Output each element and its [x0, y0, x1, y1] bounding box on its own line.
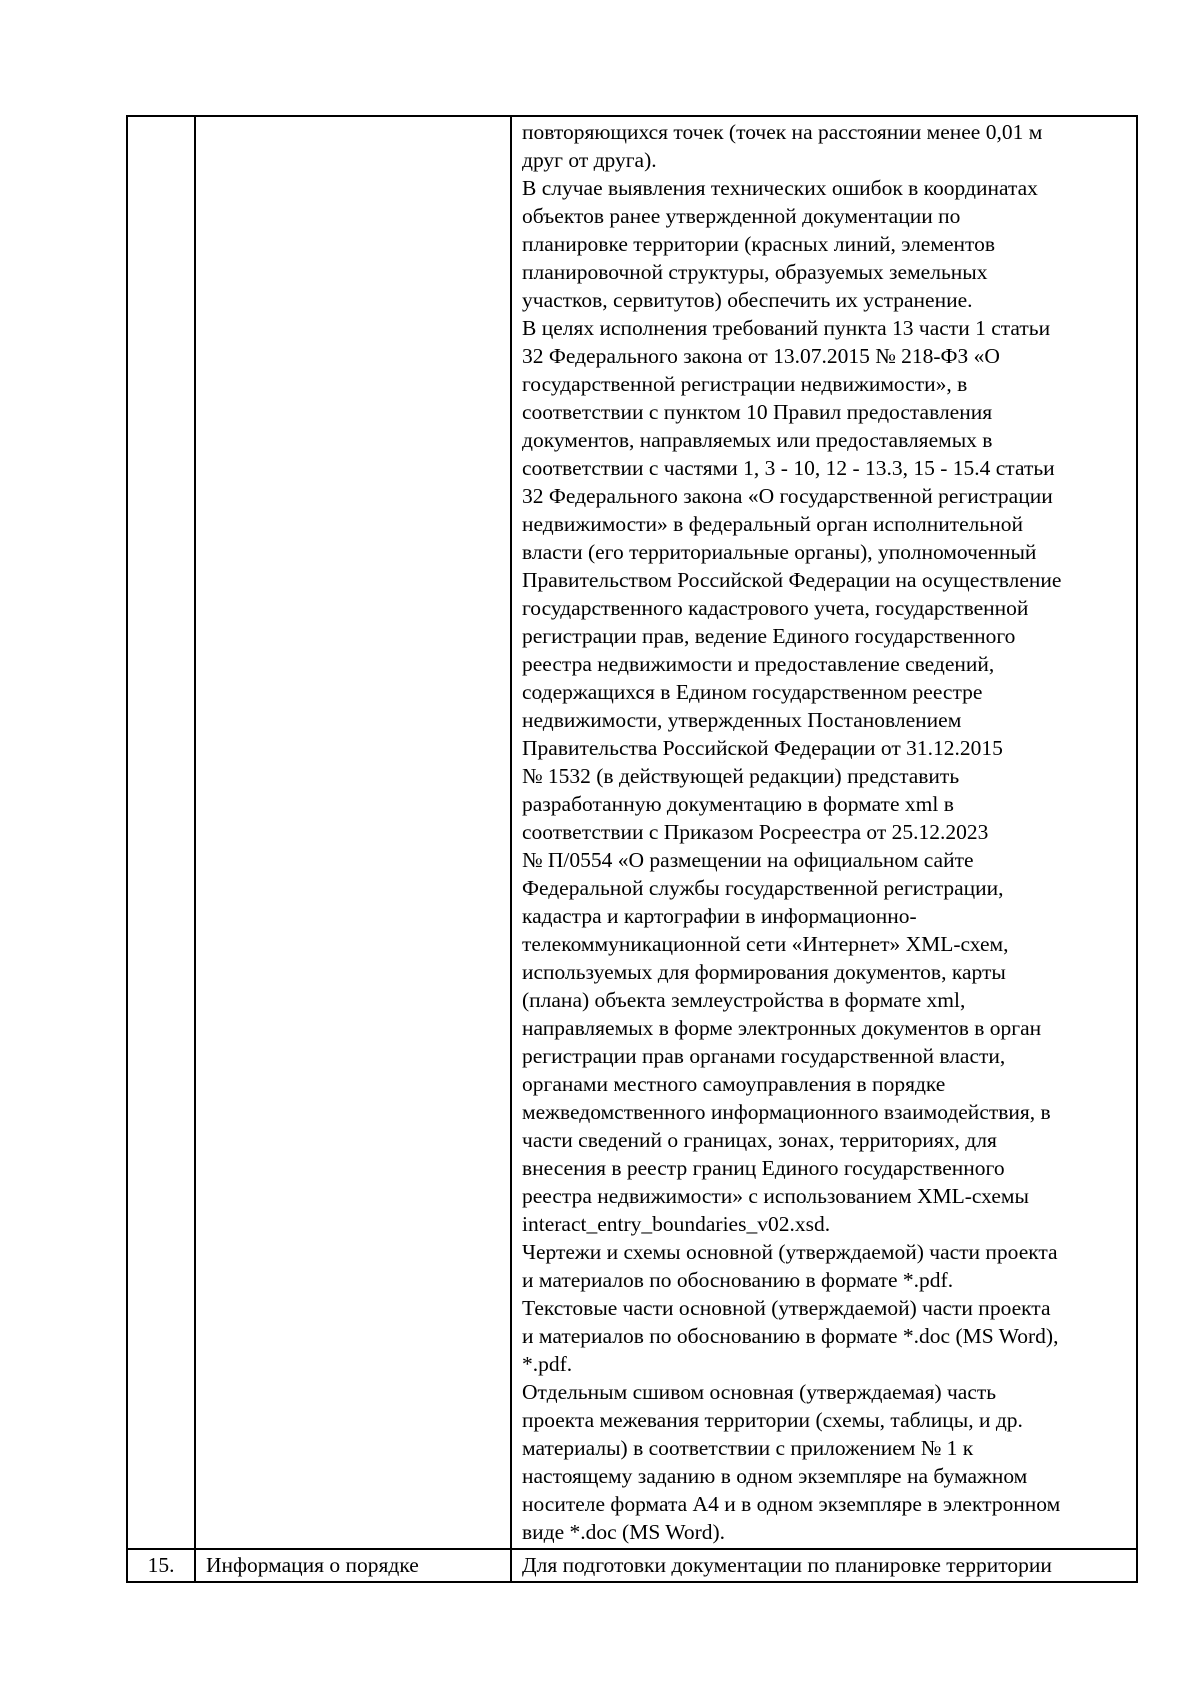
text-line: соответствии с Приказом Росреестра от 25.12.2023 — [522, 820, 989, 844]
text-line: содержащихся в Едином государственном реестре — [522, 680, 983, 704]
text-line: недвижимости, утвержденных Постановлением — [522, 708, 962, 732]
text-line: части сведений о границах, зонах, территориях, для — [522, 1128, 997, 1152]
text-line: № П/0554 «О размещении на официальном сайте — [522, 848, 974, 872]
row-number-cell — [127, 116, 195, 1549]
text-line: 32 Федерального закона «О государственной регистрации — [522, 484, 1053, 508]
text-line: повторяющихся точек (точек на расстоянии менее 0,01 м — [522, 120, 1043, 144]
text-line: Правительством Российской Федерации на осуществление — [522, 568, 1062, 592]
text-line: Федеральной службы государственной регистрации, — [522, 876, 1004, 900]
text-line: межведомственного информационного взаимодействия, в — [522, 1100, 1051, 1124]
text-line: реестра недвижимости» с использованием XML-схемы — [522, 1184, 1029, 1208]
text-line: друг от друга). — [522, 148, 657, 172]
text-line: Чертежи и схемы основной (утверждаемой) части проекта — [522, 1240, 1058, 1264]
text-line: регистрации прав органами государственной власти, — [522, 1044, 1006, 1068]
text-line: власти (его территориальные органы), уполномоченный — [522, 540, 1037, 564]
text-line: Отдельным сшивом основная (утверждаемая) часть — [522, 1380, 997, 1404]
text-line: регистрации прав, ведение Единого государственного — [522, 624, 1016, 648]
text-line: объектов ранее утвержденной документации по — [522, 204, 961, 228]
text-line: телекоммуникационной сети «Интернет» XML-схем, — [522, 932, 1009, 956]
text-line: внесения в реестр границ Единого государственного — [522, 1156, 1005, 1180]
text-line: Текстовые части основной (утверждаемой) части проекта — [522, 1296, 1051, 1320]
text-line: материалы) в соответствии с приложением № 1 к — [522, 1436, 974, 1460]
text-line: соответствии с частями 1, 3 - 10, 12 - 13.3, 15 - 15.4 статьи — [522, 456, 1055, 480]
text-line: планировочной структуры, образуемых земельных — [522, 260, 988, 284]
text-line: и материалов по обоснованию в формате *.doc (MS Word), — [522, 1324, 1059, 1348]
row-number-cell — [127, 1549, 195, 1582]
text-line: реестра недвижимости и предоставление сведений, — [522, 652, 995, 676]
row-number — [128, 117, 194, 120]
text-line: 32 Федерального закона от 13.07.2015 № 218-ФЗ «О — [522, 344, 1000, 368]
text-line: органами местного самоуправления в порядке — [522, 1072, 946, 1096]
text-line: Для подготовки документации по планировке территории — [522, 1553, 1052, 1577]
text-line: проекта межевания территории (схемы, таблицы, и др. — [522, 1408, 1023, 1432]
text-line: кадастра и картографии в информационно- — [522, 904, 917, 928]
text-line: разработанную документацию в формате xml в — [522, 792, 954, 816]
text-line: планировке территории (красных линий, элементов — [522, 232, 996, 256]
text-line: государственного кадастрового учета, государственной — [522, 596, 1029, 620]
requirements-table — [126, 115, 1138, 1583]
table-row-15 — [127, 1549, 1137, 1582]
row-text — [512, 117, 1136, 1548]
text-line: государственной регистрации недвижимости», в — [522, 372, 968, 396]
text-line: документов, направляемых или предоставляемых в — [522, 428, 993, 452]
row-number: 15. — [147, 1553, 175, 1577]
text-line: виде *.doc (MS Word). — [522, 1520, 726, 1544]
text-line: и материалов по обоснованию в формате *.pdf. — [522, 1268, 954, 1292]
text-line: В целях исполнения требований пункта 13 части 1 статьи — [522, 316, 1051, 340]
text-line: В случае выявления технических ошибок в координатах — [522, 176, 1038, 200]
text-line: соответствии с пунктом 10 Правил предоставления — [522, 400, 993, 424]
row-name: Информация о порядке — [206, 1553, 419, 1577]
text-line: носителе формата А4 и в одном экземпляре в электронном — [522, 1492, 1061, 1516]
row-text — [512, 1550, 1136, 1581]
text-line: недвижимости» в федеральный орган исполнительной — [522, 512, 1023, 536]
row-name-cell — [195, 1549, 511, 1582]
row-name — [196, 117, 510, 120]
row-text-cell — [511, 116, 1137, 1549]
text-line: № 1532 (в действующей редакции) представить — [522, 764, 960, 788]
row-text-cell — [511, 1549, 1137, 1582]
row-name-cell — [195, 116, 511, 1549]
text-line: участков, сервитутов) обеспечить их устранение. — [522, 288, 973, 312]
table-row-continuation — [127, 116, 1137, 1549]
text-line: направляемых в форме электронных документов в орган — [522, 1016, 1042, 1040]
text-line: (плана) объекта землеустройства в формате xml, — [522, 988, 966, 1012]
text-line: interact_entry_boundaries_v02.xsd. — [522, 1212, 831, 1236]
text-line: Правительства Российской Федерации от 31.12.2015 — [522, 736, 1003, 760]
text-line: используемых для формирования документов, карты — [522, 960, 1006, 984]
text-line: настоящему заданию в одном экземпляре на бумажном — [522, 1464, 1028, 1488]
text-line: *.pdf. — [522, 1352, 573, 1376]
